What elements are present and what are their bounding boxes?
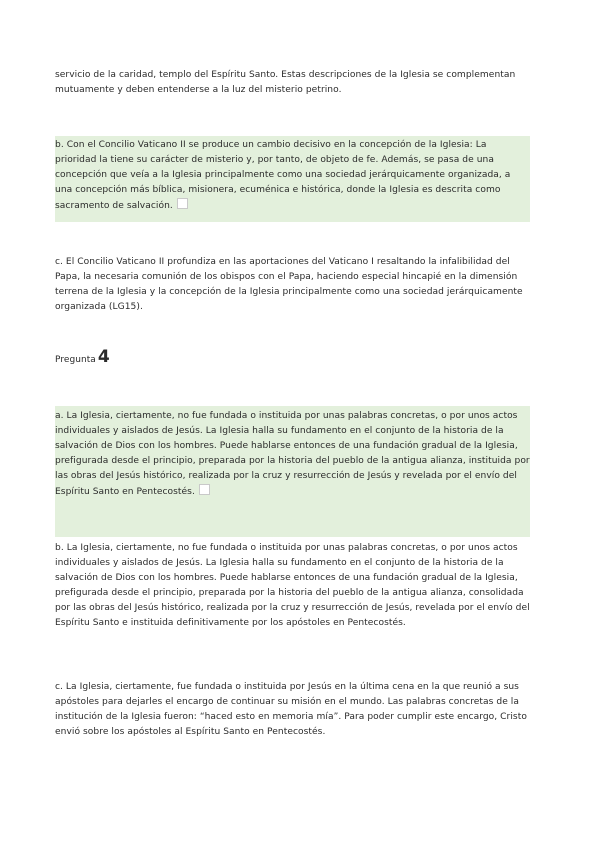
question-heading <box>55 347 530 368</box>
q4-option-a-text: a. La Iglesia, ciertamente, no fue fundada o instituida por unas palabras concretas, o por unos actos individuales y aislados de Jesús. La Iglesia halla su fundamento en el conjunto de la historia de la salvación de Dios con los hombres. Puede hablarse entonces de una fundación gradual de la Iglesia, prefigurada desde el principio, preparada por la historia del pueblo de la antigua alianza, instituida por las obras del Jesús histórico, realizada por la cruz y resurrección de Jesús y revelada por el envío del Espíritu Santo en Pentecostés. <box>55 411 530 497</box>
q4-option-c-text: c. La Iglesia, ciertamente, fue fundada o instituida por Jesús en la última cena en la que reunió a sus apóstoles para dejarles el encargo de continuar su misión en el mundo. Las palabras concretas de la institución de la Iglesia fueron: “haced esto en memoria mía”. Para poder cumplir este encargo, Cristo envió sobre los apóstoles al Espíritu Santo en Pentecostés. <box>55 682 527 737</box>
answer-checkbox[interactable] <box>177 198 188 209</box>
question-label: Pregunta <box>55 355 96 365</box>
intro-paragraph <box>55 68 530 98</box>
q3-option-c[interactable] <box>55 255 530 315</box>
q4-option-b[interactable] <box>55 541 530 631</box>
q3-option-c-text: c. El Concilio Vaticano II profundiza en las aportaciones del Vaticano I resaltando la infalibilidad del Papa, la necesaria comunión de los obispos con el Papa, haciendo especial hincapié en la dimensión terrena de la Iglesia y la concepción de la Iglesia principalmente como una sociedad jerárquicamente organizada (LG15). <box>55 257 523 312</box>
q3-option-b[interactable] <box>55 136 530 222</box>
intro-text: servicio de la caridad, templo del Espíritu Santo. Estas descripciones de la Iglesia se complementan mutuamente y deben entenderse a la luz del misterio petrino. <box>55 70 516 95</box>
q4-option-a[interactable] <box>55 406 530 537</box>
question-number: 4 <box>97 347 110 367</box>
q4-option-c[interactable] <box>55 680 530 740</box>
q3-option-b-text: b. Con el Concilio Vaticano II se produce un cambio decisivo en la concepción de la Iglesia: La prioridad la tiene su carácter de misterio y, por tanto, de objeto de fe. Además, se pasa de una concepción que veía a la Iglesia principalmente como una sociedad jerárquicamente organizada, a una concepción más bíblica, misionera, ecuménica e histórica, donde la Iglesia es descrita como sacramento de salvación. <box>55 140 511 211</box>
q4-option-b-text: b. La Iglesia, ciertamente, no fue fundada o instituida por unas palabras concretas, o por unos actos individuales y aislados de Jesús. La Iglesia halla su fundamento en el conjunto de la historia de la salvación de Dios con los hombres. Puede hablarse entonces de una fundación gradual de la Iglesia, prefigurada desde el principio, preparada por la historia del pueblo de la antigua alianza, consolidada por las obras del Jesús histórico, realizada por la cruz y resurrección de Jesús, revelada por el envío del Espíritu Santo e instituida definitivamente por los apóstoles en Pentecostés. <box>55 543 530 628</box>
answer-checkbox[interactable] <box>199 484 210 495</box>
